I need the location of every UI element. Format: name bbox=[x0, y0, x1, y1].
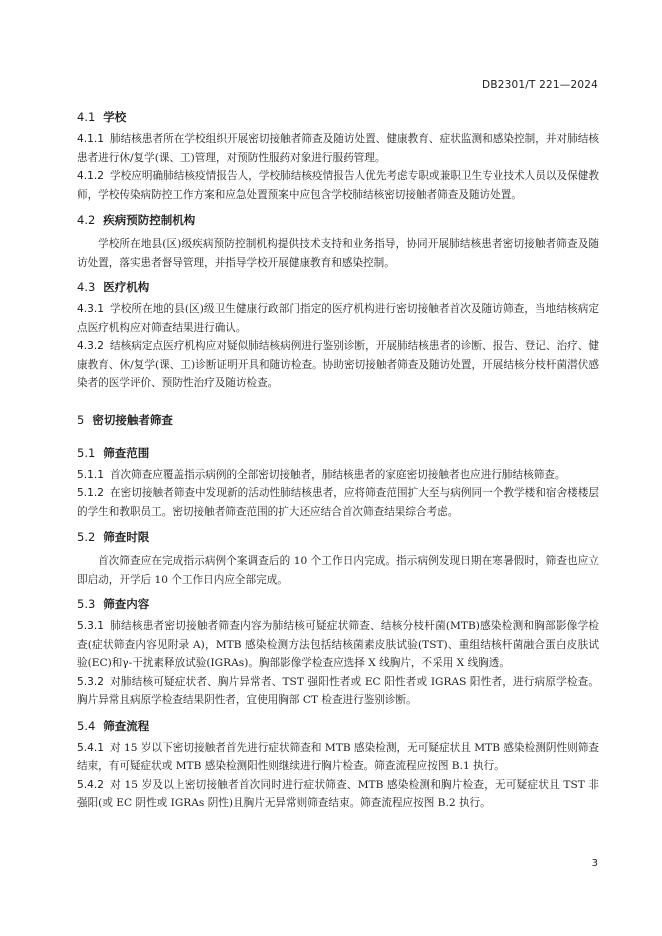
clause-5-3-2: 5.3.2 对肺结核可疑症状者、胸片异常者、TST 强阳性者或 EC 阳性者或 IGRAS 阳性者，进行病原学检查。胸片异常且病原学检查结果阴性者，宜使用胸部 CT 检查进行鉴别诊断。 bbox=[77, 675, 599, 706]
heading-4-2: 4.2 疾病预防控制机构 bbox=[77, 213, 196, 227]
clause-4-1-1: 4.1.1 肺结核患者所在学校组织开展密切接触者筛查及随访处置、健康教育、症状监测和感染控制，并对肺结核患者进行休/复学(课、工)管理，对预防性服药对象进行服药管理。 bbox=[77, 133, 599, 164]
document-code: DB2301/T 221—2024 bbox=[482, 79, 598, 91]
page-content bbox=[77, 100, 599, 813]
heading-4-3: 4.3 医疗机构 bbox=[77, 280, 150, 294]
clause-5-1-2: 5.1.2 在密切接触者筛查中发现新的活动性肺结核患者，应将筛查范围扩大至与病例同一个教学楼和宿舍楼楼层的学生和教职员工。密切接触者筛查范围的扩大还应结合首次筛查结果综合考虑。 bbox=[77, 487, 599, 518]
paragraph-4-2: 学校所在地县(区)级疾病预防控制机构提供技术支持和业务指导，协同开展肺结核患者密切接触者筛查及随访处置，落实患者督导管理，并指导学校开展健康教育和感染控制。 bbox=[77, 238, 599, 269]
page-number: 3 bbox=[591, 858, 598, 869]
heading-5-2: 5.2 筛查时限 bbox=[77, 530, 150, 544]
heading-5: 5 密切接触者筛查 bbox=[77, 412, 173, 427]
clause-5-4-2: 5.4.2 对 15 岁及以上密切接触者首次同时进行症状筛查、MTB 感染检测和胸片检查，无可疑症状且 TST 非强阳(或 EC 阴性或 IGRAs 阴性)且胸片无异常则筛查结束。筛查流程应按图 B.2 执行。 bbox=[77, 778, 599, 809]
clause-4-3-2: 4.3.2 结核病定点医疗机构应对疑似肺结核病例进行鉴别诊断，开展肺结核患者的诊断、报告、登记、治疗、健康教育、休/复学(课、工)诊断证明开具和随访检查。协助密切接触者筛查及随访处置，开展结核分枝杆菌潜伏感染者的医学评价、预防性治疗及随访检查。 bbox=[77, 340, 599, 389]
paragraph-5-2: 首次筛查应在完成指示病例个案调查后的 10 个工作日内完成。指示病例发现日期在寒暑假时，筛查也应立即启动，开学后 10 个工作日内应全部完成。 bbox=[77, 555, 599, 586]
heading-5-3: 5.3 筛查内容 bbox=[77, 597, 150, 611]
clause-4-1-2: 4.1.2 学校应明确肺结核疫情报告人，学校肺结核疫情报告人优先考虑专职或兼职卫生专业技术人员以及保健教师，学校传染病防控工作方案和应急处置预案中应包含学校肺结核密切接触者筛查及随访处置。 bbox=[77, 170, 599, 201]
heading-5-4: 5.4 筛查流程 bbox=[77, 718, 150, 733]
heading-5-1: 5.1 筛查范围 bbox=[77, 445, 150, 460]
heading-4-1: 4.1 学校 bbox=[77, 110, 127, 124]
clause-4-3-1: 4.3.1 学校所在地的县(区)级卫生健康行政部门指定的医疗机构进行密切接触者首次及随访筛查，当地结核病定点医疗机构应对筛查结果进行确认。 bbox=[77, 303, 599, 334]
clause-5-1-1: 5.1.1 首次筛查应覆盖指示病例的全部密切接触者，肺结核患者的家庭密切接触者也应进行肺结核筛查。 bbox=[77, 468, 566, 481]
clause-5-3-1: 5.3.1 肺结核患者密切接触者筛查内容为肺结核可疑症状筛查、结核分枝杆菌(MTB)感染检测和胸部影像学检查(症状筛查内容见附录 A)，MTB 感染检测方法包括结核菌素皮肤试验(TST)、重组结核杆菌融合蛋白皮肤试验(EC)和γ-干扰素释放试验(IGRAs)。胸部影像学检查应选择 X 线胸片，不采用 X 线胸透。 bbox=[77, 620, 599, 669]
clause-5-4-1: 5.4.1 对 15 岁以下密切接触者首先进行症状筛查和 MTB 感染检测，无可疑症状且 MTB 感染检测阴性则筛查结束，有可疑症状或 MTB 感染检测阳性则继续进行胸片检查。筛查流程应按图 B.1 执行。 bbox=[77, 741, 599, 772]
